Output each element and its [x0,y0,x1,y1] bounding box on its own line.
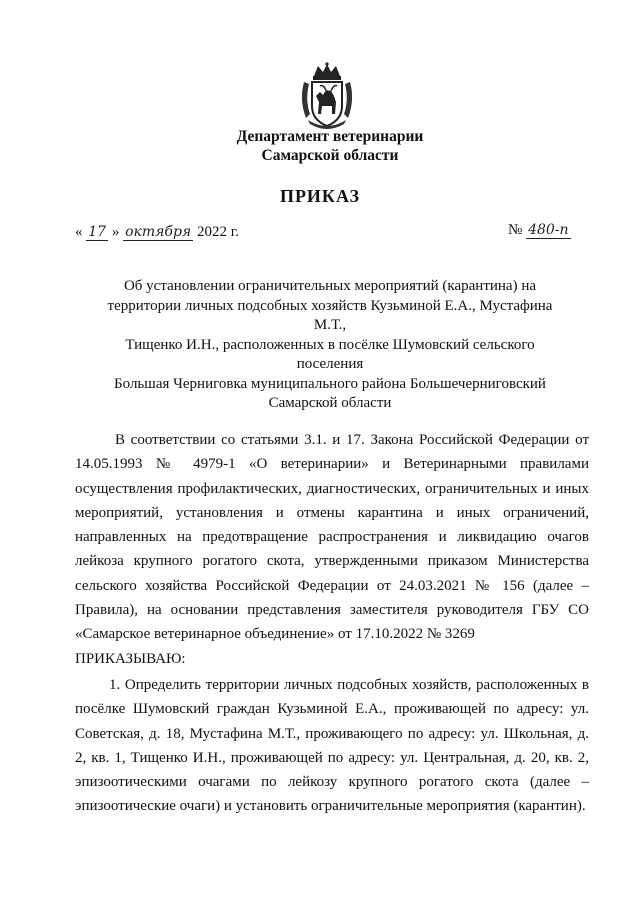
preamble-paragraph: В соответствии со статьями 3.1. и 17. Закона Российской Федерации от 14.05.1993 № 4979-1 «О ветеринарии» и Ветеринарными правилами осуществления профилактических, диагностических, ограничительных и иных мероприятий, установления и отмены карантина и иных ограничений, направленных на предотвращение распространения и ликвидацию очагов лейкоза крупного рогатого скота, утвержденными приказом Министерства сельского хозяйства Российской Федерации от 24.03.2021 № 156 (далее – Правила), на основании представления заместителя руководителя ГБУ СО «Самарское ветеринарное объединение» от 17.10.2022 № 3269 [75,432,589,643]
order-date [75,224,239,241]
department-name [190,127,470,165]
date-year: 2022 г. [196,224,239,240]
date-day: 17 [88,224,107,240]
item-1-paragraph: 1. Определить территории личных подсобных хозяйств, расположенных в посёлке Шумовский граждан Кузьминой Е.А., проживающей по адресу: ул. Советская, д. 18, Мустафина М.Т., проживающего по адресу: ул. Школьная, д. 2, кв. 1, Тищенко И.Н., проживающей по адресу: ул. Центральная, д. 20, кв. 2, эпизоотическими очагами по лейкозу крупного рогатого скота (далее – эпизоотические очаги) и установить ограничительные мероприятия (карантин). [75,676,589,815]
date-month: октября [125,224,192,240]
order-number [508,222,571,239]
number-value: 480-п [528,222,569,238]
date-open-quote: « [75,224,83,240]
subject-line-1: Об установлении ограничительных мероприятий (карантина) на [123,278,537,294]
subject-line-4: Большая Черниговка муниципального района Большечерниговский [114,375,546,392]
coat-of-arms-icon [296,62,358,130]
number-label: № [508,222,523,238]
subject-line-3: Тищенко И.Н., расположенных в посёлке Шумовский сельского поселения [125,336,535,372]
department-line-1: Департамент ветеринарии [236,128,424,145]
order-subject [100,277,560,414]
date-close-quote: » [111,224,120,240]
order-word: ПРИКАЗЫВАЮ: [75,650,186,667]
subject-line-2: территории личных подсобных хозяйств Кузьминой Е.А., Мустафина М.Т., [107,297,553,333]
order-body [75,428,589,819]
subject-line-5: Самарской области [268,395,392,411]
order-title: ПРИКАЗ [279,186,361,206]
department-line-2: Самарской области [261,147,399,164]
